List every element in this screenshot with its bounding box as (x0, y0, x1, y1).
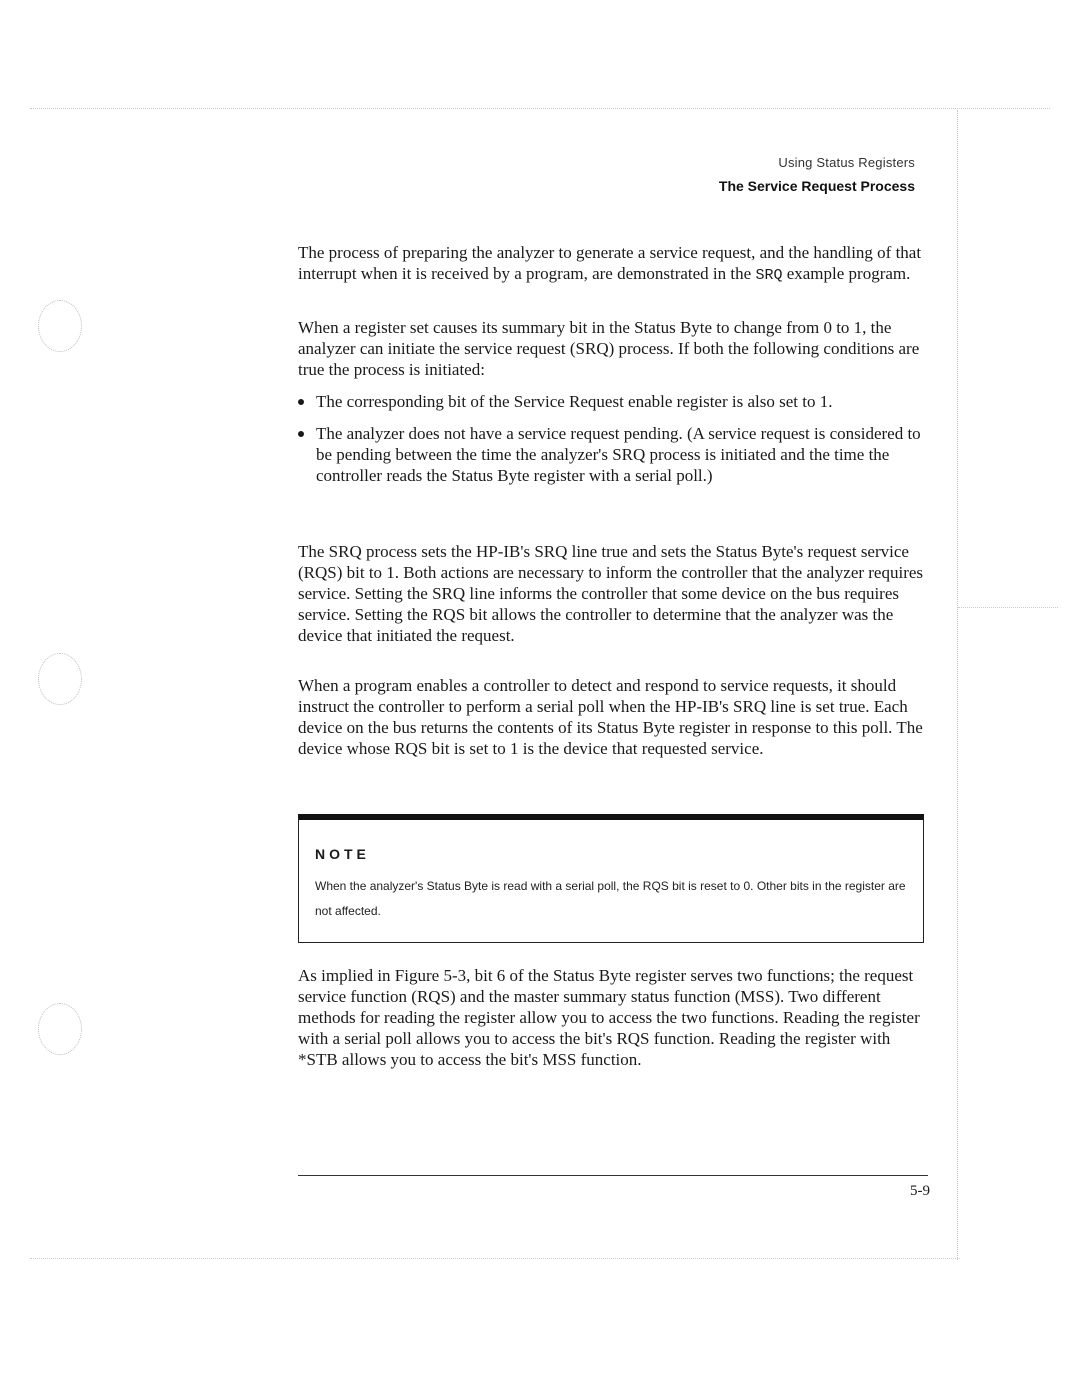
paragraph-2-text: When a register set causes its summary bit in the Status Byte to change from 0 to 1, the analyzer can initiate the service request (SRQ) process. If both the following conditions are true the process is initiated: (298, 318, 920, 379)
paragraph-3 (298, 541, 928, 646)
paragraph-3-text: The SRQ process sets the HP-IB's SRQ line true and sets the Status Byte's request service (RQS) bit to 1. Both actions are necessary to inform the controller that the analyzer requires service. Setting the SRQ line informs the controller that some device on the bus requires service. Setting the RQS bit allows the controller to determine that the analyzer was the device that initiated the request. (298, 542, 924, 645)
paragraph-5-text: As implied in Figure 5-3, bit 6 of the Status Byte register serves two functions; the request service function (RQS) and the master summary status function (MSS). Two different methods for reading the register allow you to access the two functions. Reading the register with a serial poll allows you to access the bit's RQS function. Reading the register with *STB allows you to access the bit's MSS function. (298, 966, 920, 1069)
running-header (719, 155, 915, 194)
note-box (298, 814, 924, 943)
paragraph-1-text: The process of preparing the analyzer to generate a service request, and the handling of that interrupt when it is received by a program, are demonstrated in the (298, 243, 922, 283)
scan-edge-top (30, 108, 1050, 109)
punch-hole-icon (38, 300, 82, 352)
bullet-icon (298, 399, 304, 405)
list-item-text: The corresponding bit of the Service Request enable register is also set to 1. (316, 392, 833, 411)
list-item (298, 423, 928, 486)
footer-rule (298, 1175, 928, 1176)
list-item-text: The analyzer does not have a service request pending. (A service request is considered to be pending between the time the analyzer's SRQ process is initiated and the time the controller reads the Status Byte register with a serial poll.) (316, 424, 921, 485)
paragraph-4-text: When a program enables a controller to detect and respond to service requests, it should instruct the controller to perform a serial poll when the HP-IB's SRQ line is set true. Each device on the bus returns the contents of its Status Byte register in response to this poll. The device whose RQS bit is set to 1 is the device that requested service. (298, 676, 923, 758)
scan-edge-right (957, 110, 958, 1260)
punch-hole-icon (38, 1003, 82, 1055)
paragraph-1-end: example program. (782, 264, 911, 283)
bullet-icon (298, 431, 304, 437)
header-section: Using Status Registers (778, 155, 915, 170)
condition-list (298, 391, 928, 497)
page-number: 5-9 (910, 1183, 930, 1199)
punch-hole-icon (38, 653, 82, 705)
paragraph-5 (298, 965, 928, 1070)
paragraph-1 (298, 242, 928, 286)
scan-edge-bottom (30, 1258, 960, 1259)
list-item (298, 391, 928, 412)
srq-code: SRQ (755, 267, 783, 284)
scan-edge-mark (958, 607, 1058, 608)
paragraph-4 (298, 675, 928, 759)
note-title: NOTE (315, 846, 370, 862)
paragraph-2 (298, 317, 928, 380)
header-subsection: The Service Request Process (718, 178, 915, 194)
note-text: When the analyzer's Status Byte is read with a serial poll, the RQS bit is reset to 0. Other bits in the register are not affected. (315, 879, 906, 918)
